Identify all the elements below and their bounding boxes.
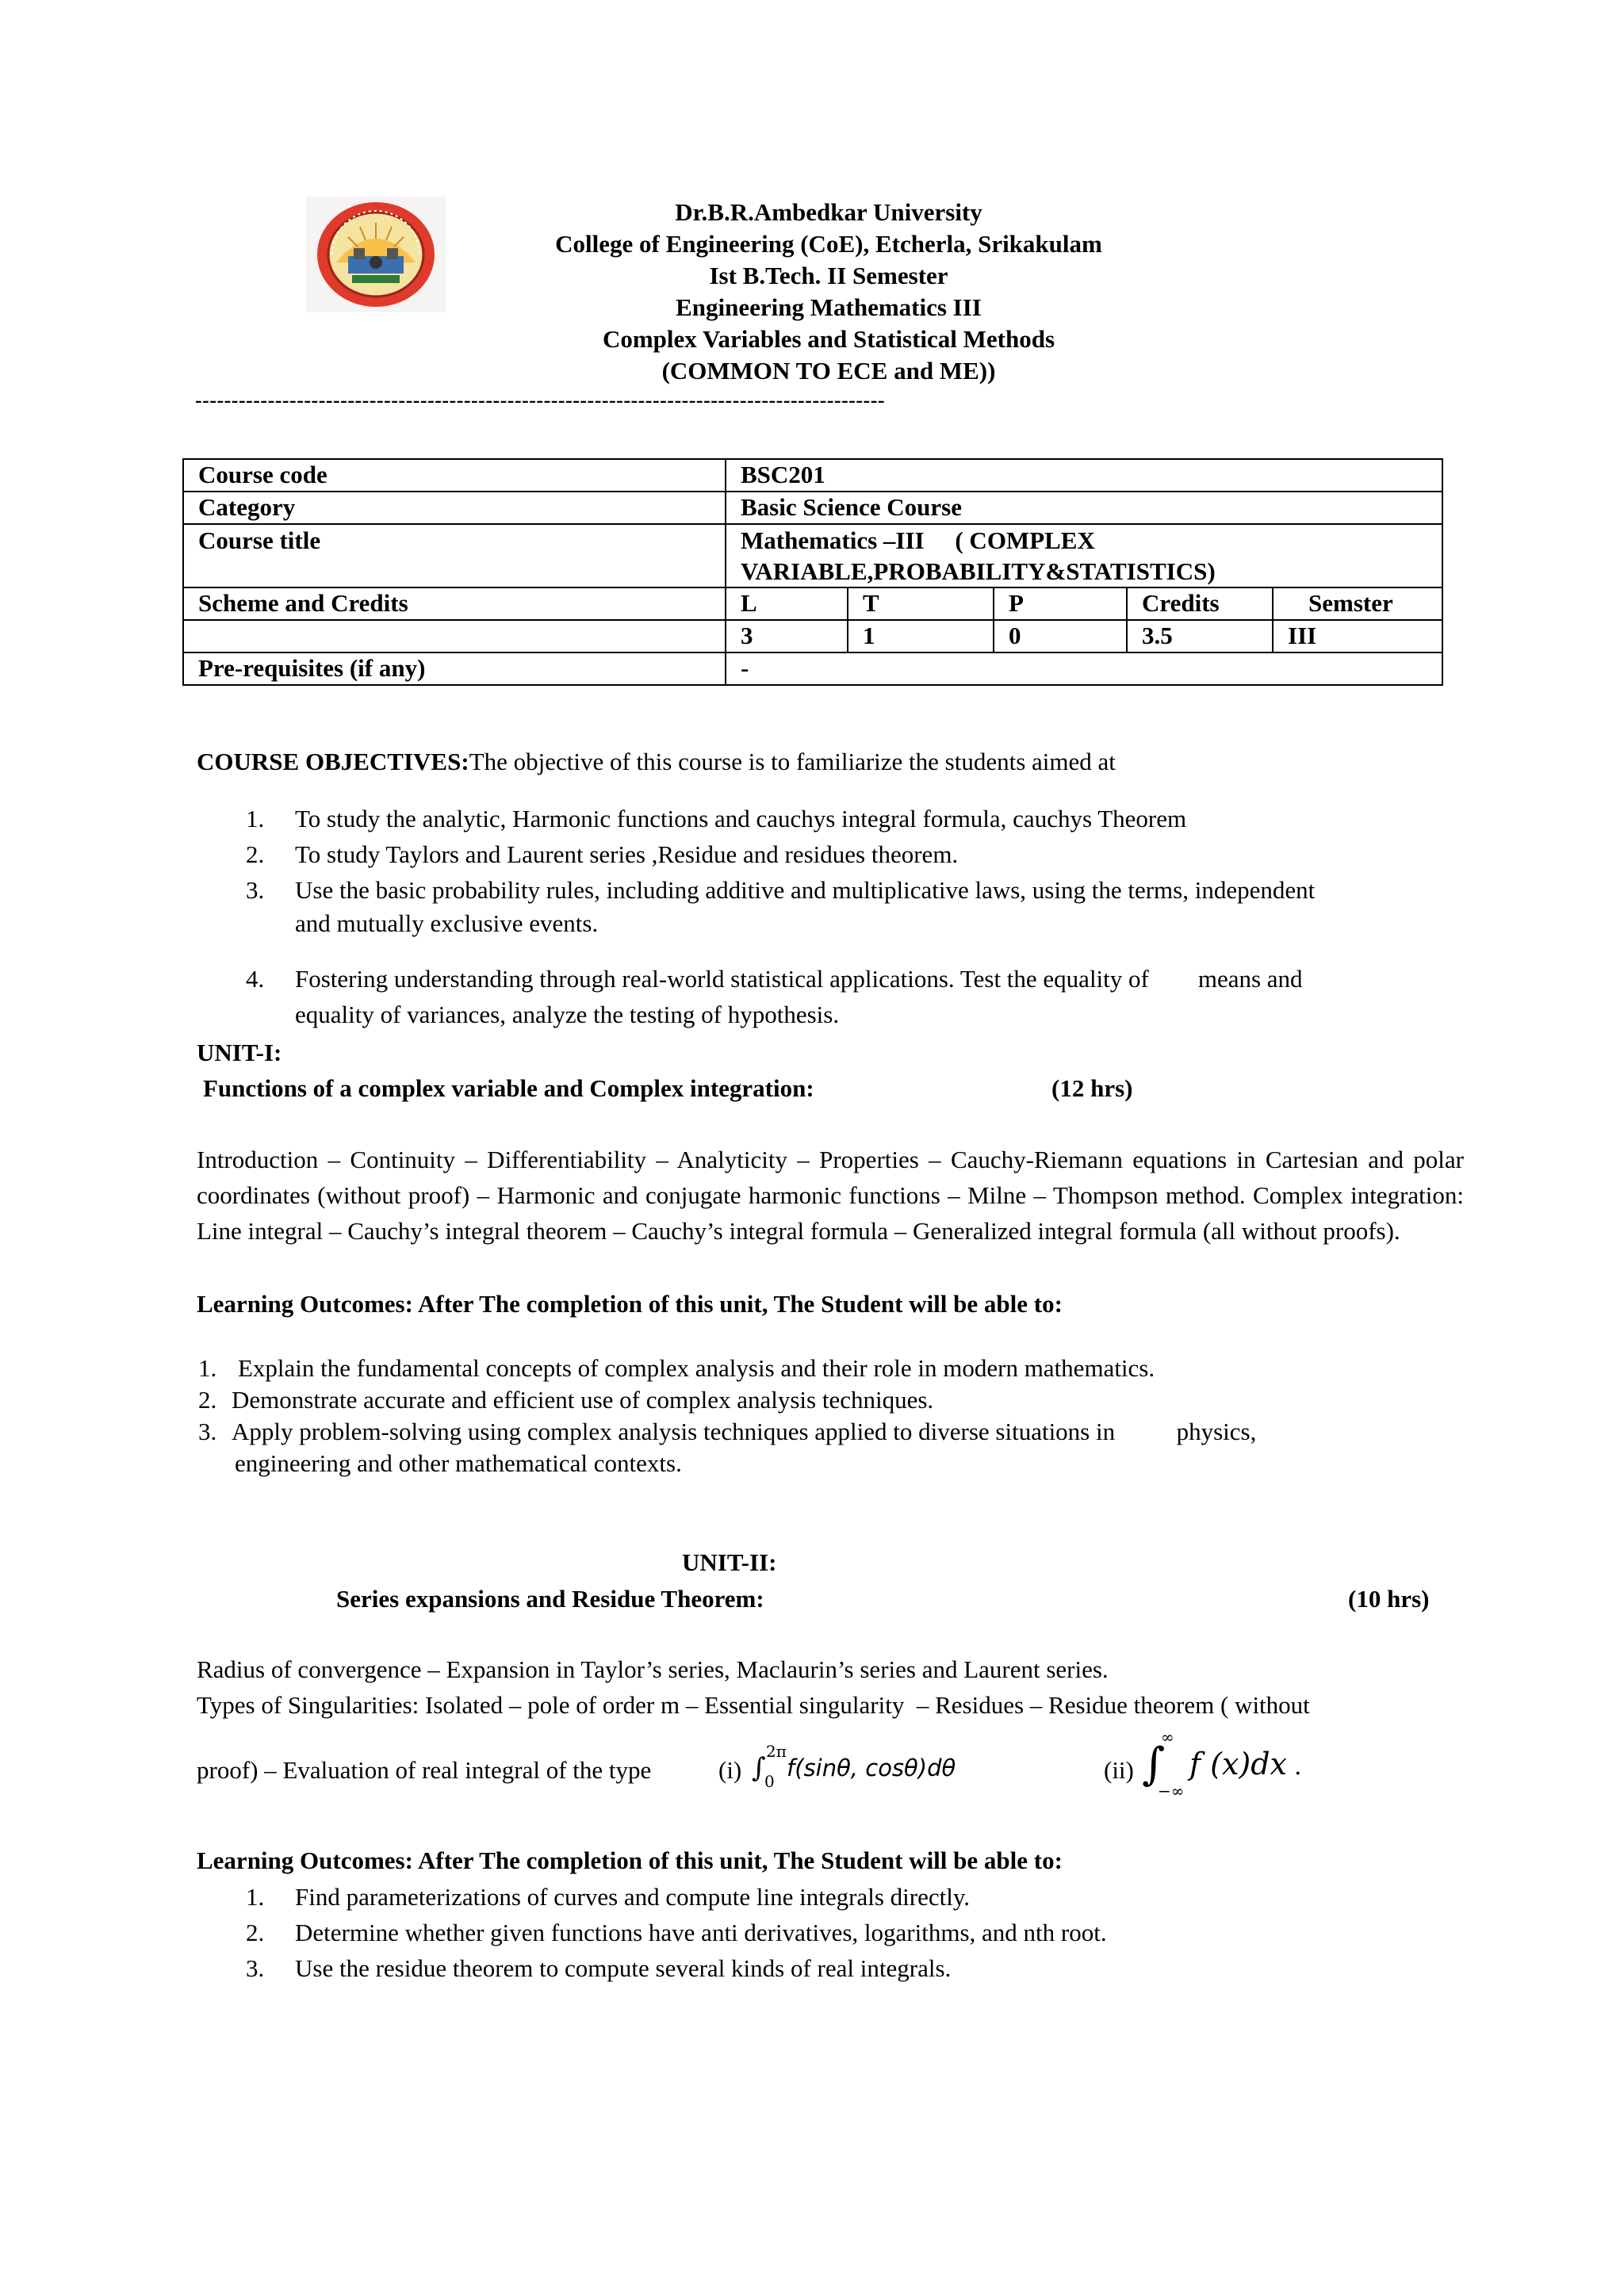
course-title-line: VARIABLE,PROBABILITY&STATISTICS) [741, 557, 1216, 585]
list-number: 2. [246, 840, 265, 868]
course-title-label: Course title [183, 524, 726, 587]
list-number: 3. [246, 876, 265, 904]
course-code-value: BSC201 [726, 459, 1442, 492]
list-text: Determine whether given functions have anti derivatives, logarithms, and nth root. [295, 1919, 1107, 1946]
scheme-empty-cell [183, 620, 726, 652]
unit2-content-line: proof) – Evaluation of real integral of the type [197, 1756, 652, 1784]
document-header [444, 197, 1213, 387]
unit2-subtitle: Series expansions and Residue Theorem: [336, 1585, 764, 1613]
list-number: 1. [246, 1883, 265, 1911]
prereq-label: Pre-requisites (if any) [183, 652, 726, 685]
header-divider: ----------------------------------------------------------------------------------------------- [195, 388, 886, 411]
table-row [183, 492, 1442, 524]
university-logo [306, 197, 446, 312]
unit1-outcomes-heading: Learning Outcomes: After The completion of this unit, The Student will be able to: [197, 1290, 1063, 1318]
list-text: engineering and other mathematical contexts. [235, 1449, 682, 1477]
integral2 [1142, 1725, 1332, 1804]
unit2-hours: (10 hrs) [1348, 1585, 1430, 1613]
course-code-label: Course code [183, 459, 726, 492]
college-name: College of Engineering (CoE), Etcherla, Srikakulam [555, 230, 1102, 258]
list-number: 1. [198, 1354, 217, 1382]
list-number: 2. [198, 1386, 217, 1414]
scheme-header-t: T [848, 587, 994, 620]
list-text: Find parameterizations of curves and compute line integrals directly. [295, 1883, 971, 1911]
list-item [246, 874, 1467, 945]
unit1-subtitle: Functions of a complex variable and Complex integration: [203, 1074, 814, 1102]
scheme-value-t: 1 [848, 620, 994, 652]
list-text: and mutually exclusive events. [295, 909, 599, 937]
unit1-title: UNIT-I: [197, 1039, 282, 1066]
university-seal-icon [312, 199, 439, 310]
table-row [183, 524, 1442, 587]
scheme-value-credits: 3.5 [1127, 620, 1273, 652]
scheme-header-p: P [994, 587, 1127, 620]
unit2-content-line: Types of Singularities: Isolated – pole of order m – Essential singularity – Residues – Residue theorem ( without [197, 1691, 1310, 1719]
list-text: Fostering understanding through real-world statistical applications. Test the equality of means and [295, 965, 1303, 993]
svg-text:0: 0 [764, 1772, 775, 1791]
list-number: 3. [246, 1954, 265, 1982]
scheme-header-semester: Semster [1273, 587, 1442, 620]
integral1-label: (i) [718, 1756, 742, 1784]
integral1-formula [752, 1733, 1005, 1797]
list-text: Explain the fundamental concepts of complex analysis and their role in modern mathematics. [238, 1354, 1155, 1382]
unit2-title: UNIT-II: [682, 1548, 777, 1576]
list-number: 4. [246, 965, 265, 993]
list-number: 2. [246, 1919, 265, 1946]
course-title-value [726, 524, 1442, 587]
integral2-label: (ii) [1104, 1756, 1134, 1784]
course-title-line: Mathematics –III ( COMPLEX [741, 526, 1095, 554]
list-text: equality of variances, analyze the testing of hypothesis. [295, 1001, 840, 1028]
course-table [182, 458, 1443, 686]
scheme-header-credits: Credits [1127, 587, 1273, 620]
subject-name: Engineering Mathematics III [676, 293, 982, 321]
scheme-value-p: 0 [994, 620, 1127, 652]
objectives-intro-text: The objective of this course is to familiarize the students aimed at [469, 748, 1116, 775]
svg-text:2π: 2π [766, 1742, 787, 1761]
scheme-value-semester: III [1273, 620, 1442, 652]
list-text: Demonstrate accurate and efficient use of complex analysis techniques. [232, 1386, 934, 1414]
unit1-content: Introduction – Continuity – Differentiability – Analyticity – Properties – Cauchy-Riemann equations in Cartesian and polar coordinates (without proof) – Harmonic and conjugate harmonic functions – Milne – Thompson method. Complex integration: Line integral – Cauchy’s integral theorem – Cauchy’s integral formula – Generalized integral formula (all without proofs). [197, 1146, 1464, 1245]
common-note: (COMMON TO ECE and ME)) [661, 357, 996, 385]
prereq-value: - [726, 652, 1442, 685]
list-item [198, 1415, 1467, 1482]
category-value: Basic Science Course [726, 492, 1442, 524]
subject-subtitle: Complex Variables and Statistical Methods [602, 325, 1055, 353]
svg-text:−∞: −∞ [1158, 1781, 1185, 1800]
semester: Ist B.Tech. II Semester [709, 262, 948, 289]
objectives-intro [197, 744, 1116, 779]
unit2-outcomes-heading: Learning Outcomes: After The completion of this unit, The Student will be able to: [197, 1846, 1063, 1874]
table-row [183, 620, 1442, 652]
svg-text:f (x)dx: f (x)dx [1189, 1747, 1287, 1781]
svg-text:∞: ∞ [1161, 1728, 1174, 1747]
scheme-label: Scheme and Credits [183, 587, 726, 620]
list-number: 1. [246, 805, 265, 832]
table-row [183, 652, 1442, 685]
table-row [183, 459, 1442, 492]
scheme-header-l: L [726, 587, 848, 620]
list-text: To study the analytic, Harmonic functions and cauchys integral formula, cauchys Theorem [295, 805, 1187, 832]
objectives-heading: COURSE OBJECTIVES: [197, 748, 469, 775]
list-item [246, 962, 1467, 1034]
integral2-formula [1142, 1725, 1332, 1804]
list-text: Apply problem-solving using complex analysis techniques applied to diverse situations in physics, [232, 1418, 1257, 1445]
list-text: Use the residue theorem to compute several kinds of real integrals. [295, 1954, 952, 1982]
svg-text:.: . [1294, 1753, 1302, 1781]
list-text: Use the basic probability rules, including additive and multiplicative laws, using the terms, independent [295, 876, 1316, 904]
scheme-value-l: 3 [726, 620, 848, 652]
svg-text:∫: ∫ [1142, 1739, 1166, 1790]
list-text: To study Taylors and Laurent series ,Residue and residues theorem. [295, 840, 959, 868]
list-number: 3. [198, 1418, 217, 1445]
svg-text:f(sinθ, cosθ)dθ: f(sinθ, cosθ)dθ [787, 1755, 956, 1781]
unit2-content-line: Radius of convergence – Expansion in Taylor’s series, Maclaurin’s series and Laurent series. [197, 1655, 1109, 1683]
university-name: Dr.B.R.Ambedkar University [675, 198, 982, 226]
unit1-hours: (12 hrs) [1051, 1074, 1133, 1102]
svg-text:∫: ∫ [752, 1752, 766, 1784]
category-label: Category [183, 492, 726, 524]
integral1 [752, 1733, 1005, 1797]
table-row [183, 587, 1442, 620]
